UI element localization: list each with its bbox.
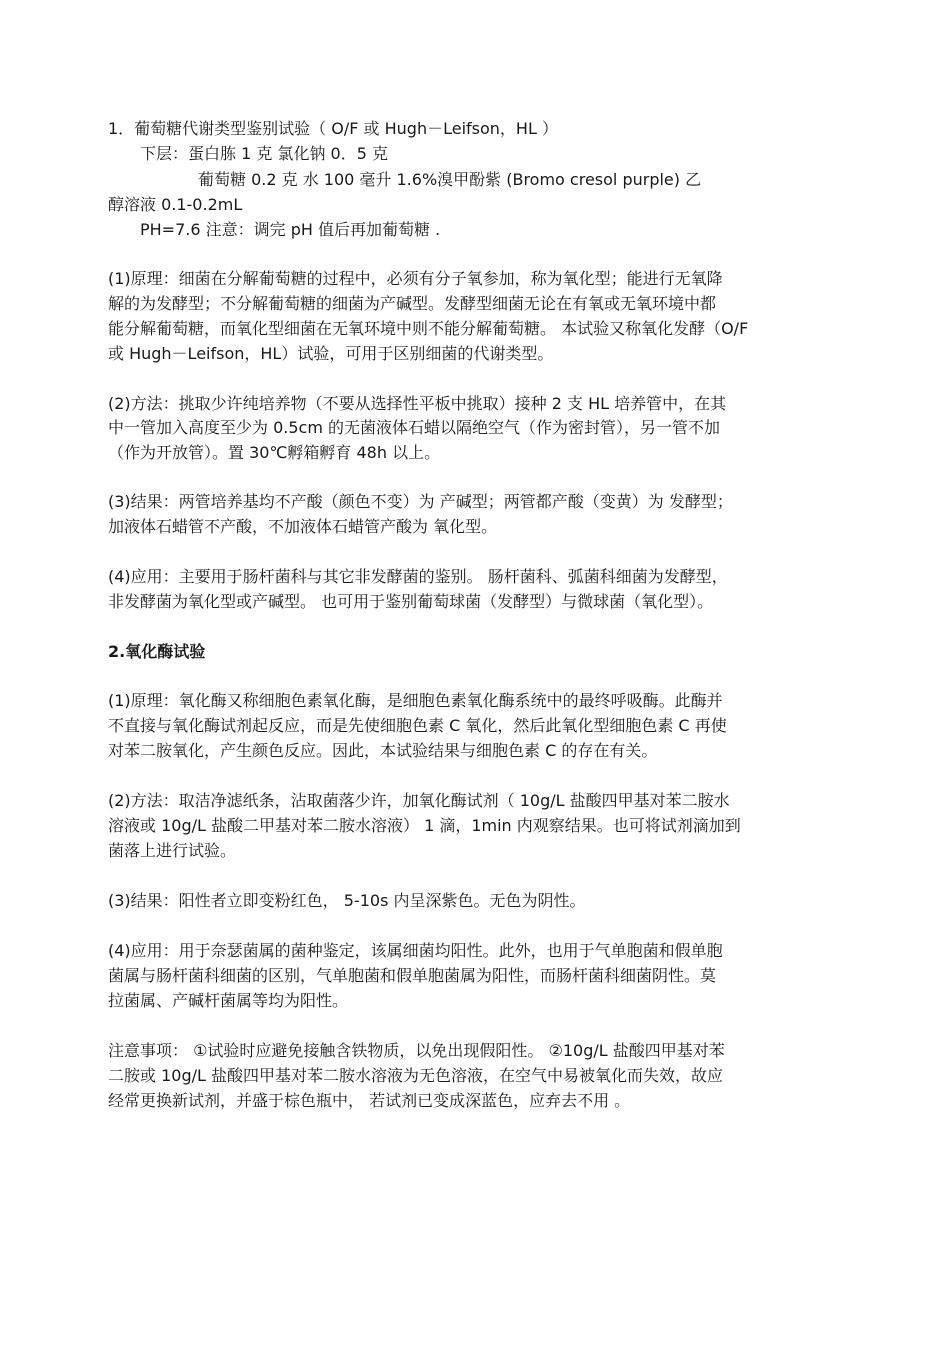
s1-method-line: （作为开放管）。置 30℃孵箱孵育 48h 以上。 — [108, 443, 441, 462]
s1-application-line: (4)应用：主要用于肠杆菌科与其它非发酵菌的鉴别。 肠杆菌科、弧菌科细菌为发酵型， — [108, 567, 728, 586]
s1-principle-line: 能分解葡萄糖，而氧化型细菌在无氧环境中则不能分解葡萄糖。 本试验又称氧化发酵（O/F — [108, 319, 749, 338]
recipe-ethanol: 醇溶液 0.1-0.2mL — [108, 195, 243, 214]
s2-principle-line: 对苯二胺氧化，产生颜色反应。因此，本试验结果与细胞色素 C 的存在有关。 — [108, 741, 658, 760]
s2-notes-line: 注意事项： ①试验时应避免接触含铁物质，以免出现假阳性。 ②10g/L 盐酸四甲基对苯 — [108, 1041, 725, 1060]
s1-principle-line: (1)原理：细菌在分解葡萄糖的过程中，必须有分子氧参加，称为氧化型；能进行无氧降 — [108, 269, 723, 288]
s2-application-line: 拉菌属、产碱杆菌属等均为阳性。 — [108, 991, 349, 1010]
recipe-ingredients: 葡萄糖 0.2 克 水 100 毫升 1.6%溴甲酚紫 (Bromo cresol purple) 乙 — [198, 170, 702, 189]
s1-method-line: 中一管加入高度至少为 0.5cm 的无菌液体石蜡以隔绝空气（作为密封管），另一管不加 — [108, 418, 721, 437]
s2-notes-line: 经常更换新试剂，并盛于棕色瓶中， 若试剂已变成深蓝色，应弃去不用 。 — [108, 1091, 631, 1110]
section2-heading: 2.氧化酶试验 — [108, 642, 206, 661]
s2-application-line: 菌属与肠杆菌科细菌的区别，气单胞菌和假单胞菌属为阳性，而肠杆菌科细菌阴性。莫 — [108, 966, 717, 985]
recipe-ph-note: PH=7.6 注意：调完 pH 值后再加葡萄糖 . — [140, 220, 441, 239]
s2-method-line: 菌落上进行试验。 — [108, 841, 237, 860]
s1-method-line: (2)方法：挑取少许纯培养物（不要从选择性平板中挑取）接种 2 支 HL 培养管中，在其 — [108, 394, 727, 413]
s1-result-line: (3)结果：两管培养基均不产酸（颜色不变）为 产碱型；两管都产酸（变黄）为 发酵型； — [108, 492, 733, 511]
s2-method-line: (2)方法：取洁净滤纸条，沾取菌落少许，加氧化酶试剂（ 10g/L 盐酸四甲基对苯二胺水 — [108, 791, 730, 810]
s1-principle-line: 或 Hugh－Leifson，HL）试验，可用于区别细菌的代谢类型。 — [108, 344, 554, 363]
section1-heading: 1．葡萄糖代谢类型鉴别试验（ O/F 或 Hugh－Leifson，HL ） — [108, 119, 558, 138]
s1-application-line: 非发酵菌为氧化型或产碱型。 也可用于鉴别葡萄球菌（发酵型）与微球菌（氧化型）。 — [108, 592, 714, 611]
s2-notes-line: 二胺或 10g/L 盐酸四甲基对苯二胺水溶液为无色溶液，在空气中易被氧化而失效，故应 — [108, 1066, 723, 1085]
recipe-lower-layer: 下层：蛋白胨 1 克 氯化钠 0．5 克 — [140, 144, 388, 163]
s2-application-line: (4)应用：用于奈瑟菌属的菌种鉴定，该属细菌均阳性。此外，也用于气单胞菌和假单胞 — [108, 941, 723, 960]
s1-result-line: 加液体石蜡管不产酸，不加液体石蜡管产酸为 氧化型。 — [108, 517, 498, 536]
s2-method-line: 溶液或 10g/L 盐酸二甲基对苯二胺水溶液） 1 滴，1min 内观察结果。也可将试剂滴加到 — [108, 816, 741, 835]
s2-principle-line: 不直接与氧化酶试剂起反应，而是先使细胞色素 C 氧化，然后此氧化型细胞色素 C 再使 — [108, 716, 727, 735]
s2-result-line: (3)结果：阳性者立即变粉红色， 5-10s 内呈深紫色。无色为阴性。 — [108, 891, 586, 910]
s1-principle-line: 解的为发酵型；不分解葡萄糖的细菌为产碱型。发酵型细菌无论在有氧或无氧环境中都 — [108, 294, 717, 313]
s2-principle-line: (1)原理：氧化酶又称细胞色素氧化酶，是细胞色素氧化酶系统中的最终呼吸酶。此酶并 — [108, 691, 723, 710]
